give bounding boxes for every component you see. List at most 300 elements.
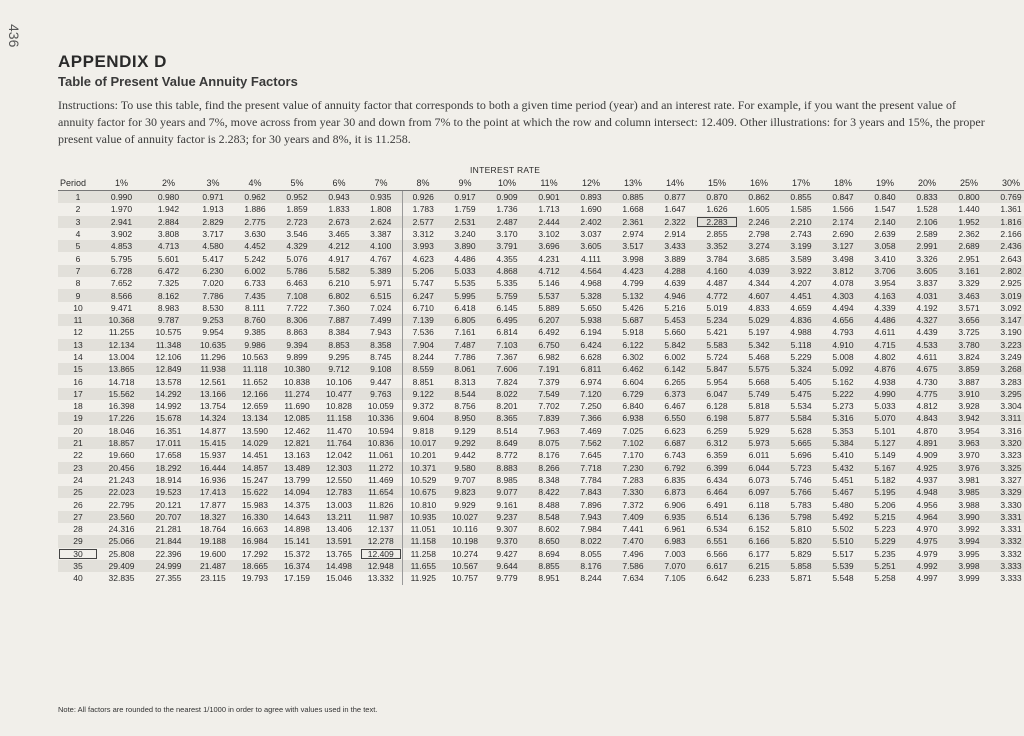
factor-cell: 6.733 [234,277,276,289]
factor-cell: 5.665 [780,437,822,449]
factor-cell: 7.984 [570,523,612,535]
factor-cell: 11.654 [360,486,402,498]
factor-cell: 6.233 [738,572,780,584]
factor-cell: 4.812 [906,400,948,412]
factor-cell: 9.580 [444,462,486,474]
factor-cell: 7.360 [318,302,360,314]
factor-cell: 7.784 [570,474,612,486]
factor-cell: 3.605 [570,240,612,252]
factor-cell: 3.995 [948,548,990,560]
factor-cell: 4.853 [98,240,145,252]
factor-cell: 3.922 [780,265,822,277]
factor-cell: 2.673 [318,216,360,228]
factor-cell: 23.560 [98,511,145,523]
factor-cell: 8.075 [528,437,570,449]
factor-cell: 2.991 [906,240,948,252]
factor-cell: 2.322 [654,216,696,228]
factor-cell: 5.810 [780,523,822,535]
period-cell: 7 [58,265,98,277]
factor-cell: 6.177 [738,548,780,560]
factor-cell: 1.605 [738,203,780,215]
factor-cell: 6.265 [654,375,696,387]
rate-column-header: 19% [864,176,906,191]
interest-rate-header: INTEREST RATE [470,165,541,175]
rate-column-header: 13% [612,176,654,191]
factor-cell: 8.358 [360,339,402,351]
factor-cell: 5.417 [192,252,234,264]
factor-cell: 9.161 [486,498,528,510]
factor-cell: 9.471 [98,302,145,314]
factor-cell: 1.859 [276,203,318,215]
factor-cell: 2.690 [822,228,864,240]
factor-cell: 3.037 [570,228,612,240]
factor-cell: 1.816 [990,216,1024,228]
table-row [58,191,1024,204]
factor-cell: 5.971 [360,277,402,289]
factor-cell: 3.329 [948,277,990,289]
factor-cell: 9.307 [486,523,528,535]
factor-cell: 3.092 [990,302,1024,314]
factor-cell: 5.480 [822,498,864,510]
factor-cell: 11.470 [318,425,360,437]
factor-cell: 20.707 [145,511,192,523]
factor-cell: 10.575 [145,326,192,338]
factor-cell: 6.198 [696,412,738,424]
factor-cell: 5.650 [570,302,612,314]
factor-cell: 3.304 [990,400,1024,412]
factor-cell: 3.970 [948,449,990,461]
factor-cell: 2.829 [192,216,234,228]
factor-cell: 6.814 [486,326,528,338]
factor-cell: 7.103 [486,339,528,351]
factor-cell: 8.950 [444,412,486,424]
factor-cell: 5.766 [780,486,822,498]
factor-cell: 5.029 [738,314,780,326]
factor-cell: 12.783 [318,486,360,498]
factor-cell: 5.384 [822,437,864,449]
factor-cell: 4.799 [612,277,654,289]
factor-cell: 3.161 [948,265,990,277]
factor-cell: 6.729 [612,388,654,400]
factor-cell: 4.938 [864,375,906,387]
factor-cell: 9.899 [276,351,318,363]
factor-cell: 1.942 [145,203,192,215]
factor-cell: 6.207 [528,314,570,326]
factor-cell: 8.602 [528,523,570,535]
factor-cell: 9.929 [444,498,486,510]
factor-cell: 6.873 [654,486,696,498]
factor-cell: 10.838 [276,375,318,387]
factor-cell: 7.652 [98,277,145,289]
factor-cell: 7.943 [570,511,612,523]
factor-cell: 6.142 [654,363,696,375]
factor-cell: 10.828 [318,400,360,412]
factor-cell: 4.111 [570,252,612,264]
factor-cell: 3.240 [444,228,486,240]
factor-cell: 29.409 [98,560,145,572]
factor-cell: 4.486 [864,314,906,326]
factor-cell: 6.805 [444,314,486,326]
factor-cell: 7.250 [570,400,612,412]
factor-cell: 5.871 [780,572,822,584]
table-row [58,400,1024,412]
factor-cell: 2.444 [528,216,570,228]
factor-cell: 8.055 [570,548,612,560]
factor-cell: 8.514 [486,425,528,437]
factor-cell: 5.889 [528,302,570,314]
factor-cell: 2.283 [696,216,738,228]
factor-cell: 9.122 [402,388,444,400]
period-cell: 6 [58,252,98,264]
factor-cell: 12.106 [145,351,192,363]
table-body [58,191,1024,585]
factor-cell: 9.442 [444,449,486,461]
factor-cell: 7.379 [528,375,570,387]
factor-cell: 18.665 [234,560,276,572]
factor-cell: 5.795 [98,252,145,264]
factor-cell: 3.326 [906,252,948,264]
factor-cell: 8.201 [486,400,528,412]
factor-cell: 4.288 [654,265,696,277]
factor-cell: 4.656 [822,314,864,326]
factor-cell: 6.982 [528,351,570,363]
factor-cell: 4.979 [906,548,948,560]
factor-cell: 4.990 [864,388,906,400]
factor-cell: 9.385 [234,326,276,338]
factor-cell: 13.489 [276,462,318,474]
factor-cell: 7.963 [528,425,570,437]
factor-cell: 3.992 [948,523,990,535]
period-cell: 40 [58,572,98,584]
factor-cell: 0.990 [98,191,145,204]
factor-cell: 4.925 [906,462,948,474]
factor-cell: 12.085 [276,412,318,424]
factor-cell: 17.413 [192,486,234,498]
factor-cell: 12.550 [318,474,360,486]
factor-cell: 11.255 [98,326,145,338]
factor-cell: 8.694 [528,548,570,560]
factor-cell: 13.004 [98,351,145,363]
factor-cell: 13.590 [234,425,276,437]
factor-cell: 5.215 [864,511,906,523]
factor-cell: 2.140 [864,216,906,228]
factor-cell: 14.324 [192,412,234,424]
factor-cell: 6.011 [738,449,780,461]
factor-cell: 5.583 [696,339,738,351]
table-row [58,289,1024,301]
factor-cell: 9.986 [234,339,276,351]
factor-cell: 15.937 [192,449,234,461]
factor-cell: 3.999 [948,572,990,584]
factor-cell: 9.108 [360,363,402,375]
factor-cell: 2.246 [738,216,780,228]
factor-cell: 2.798 [738,228,780,240]
factor-cell: 3.311 [990,412,1024,424]
factor-cell: 7.161 [444,326,486,338]
factor-cell: 2.743 [780,228,822,240]
factor-cell: 1.547 [864,203,906,215]
factor-cell: 24.316 [98,523,145,535]
factor-cell: 4.487 [696,277,738,289]
factor-cell: 3.630 [234,228,276,240]
period-cell: 18 [58,400,98,412]
factor-cell: 9.370 [486,535,528,547]
table-row [58,326,1024,338]
factor-cell: 6.424 [570,339,612,351]
factor-cell: 9.237 [486,511,528,523]
factor-cell: 4.607 [738,289,780,301]
factor-cell: 3.058 [864,240,906,252]
factor-cell: 9.644 [486,560,528,572]
factor-cell: 3.352 [696,240,738,252]
factor-cell: 8.853 [318,339,360,351]
factor-cell: 2.925 [990,277,1024,289]
factor-cell: 5.149 [864,449,906,461]
factor-cell: 2.624 [360,216,402,228]
factor-cell: 11.274 [276,388,318,400]
factor-cell: 6.002 [234,265,276,277]
table-row [58,548,1024,560]
factor-cell: 5.206 [402,265,444,277]
factor-cell: 10.059 [360,400,402,412]
factor-cell: 7.139 [402,314,444,326]
table-row [58,388,1024,400]
factor-cell: 4.207 [780,277,822,289]
factor-cell: 0.862 [738,191,780,204]
factor-cell: 11.690 [276,400,318,412]
factor-cell: 6.974 [570,375,612,387]
table-row [58,474,1024,486]
annuity-factor-table [58,176,1024,585]
factor-cell: 5.019 [696,302,738,314]
factor-cell: 9.763 [360,388,402,400]
factor-cell: 5.127 [864,437,906,449]
factor-cell: 13.163 [276,449,318,461]
factor-cell: 18.764 [192,523,234,535]
rate-column-header: 14% [654,176,696,191]
factor-cell: 6.604 [612,375,654,387]
factor-cell: 15.983 [234,498,276,510]
factor-cell: 8.756 [444,400,486,412]
factor-cell: 3.465 [318,228,360,240]
rate-column-header: 11% [528,176,570,191]
factor-cell: 4.772 [696,289,738,301]
factor-cell: 4.997 [906,572,948,584]
factor-cell: 1.833 [318,203,360,215]
factor-cell: 8.022 [486,388,528,400]
factor-cell: 1.626 [696,203,738,215]
factor-cell: 2.941 [98,216,145,228]
factor-cell: 12.561 [192,375,234,387]
factor-cell: 3.890 [444,240,486,252]
factor-cell: 4.946 [654,289,696,301]
factor-cell: 16.351 [145,425,192,437]
factor-cell: 5.234 [696,314,738,326]
factor-cell: 2.639 [864,228,906,240]
factor-cell: 8.544 [444,388,486,400]
factor-cell: 6.728 [98,265,145,277]
factor-cell: 5.660 [654,326,696,338]
factor-cell: 4.078 [822,277,864,289]
factor-cell: 5.222 [822,388,864,400]
factor-cell: 5.092 [822,363,864,375]
table-row [58,216,1024,228]
factor-cell: 16.398 [98,400,145,412]
factor-cell: 4.715 [864,339,906,351]
rate-column-header: 2% [145,176,192,191]
factor-cell: 5.197 [738,326,780,338]
factor-cell: 6.467 [654,400,696,412]
factor-cell: 2.174 [822,216,864,228]
rate-column-header: 3% [192,176,234,191]
factor-cell: 13.332 [360,572,402,584]
factor-cell: 9.707 [444,474,486,486]
factor-cell: 16.374 [276,560,318,572]
factor-cell: 6.312 [696,437,738,449]
period-cell: 4 [58,228,98,240]
factor-cell: 0.935 [360,191,402,204]
factor-cell: 22.795 [98,498,145,510]
factor-cell: 6.002 [654,351,696,363]
factor-cell: 7.102 [612,437,654,449]
factor-cell: 7.441 [612,523,654,535]
factor-cell: 2.974 [612,228,654,240]
factor-cell: 27.355 [145,572,192,584]
factor-cell: 4.868 [486,265,528,277]
factor-cell: 3.331 [990,523,1024,535]
factor-cell: 5.517 [822,548,864,560]
factor-cell: 4.329 [276,240,318,252]
factor-cell: 4.802 [864,351,906,363]
period-cell: 21 [58,437,98,449]
rate-column-header: 20% [906,176,948,191]
factor-cell: 7.824 [486,375,528,387]
factor-cell: 4.451 [780,289,822,301]
factor-cell: 2.643 [990,252,1024,264]
factor-cell: 3.333 [990,572,1024,584]
factor-cell: 4.992 [906,560,948,572]
factor-cell: 5.475 [780,388,822,400]
factor-cell: 11.987 [360,511,402,523]
factor-cell: 1.759 [444,203,486,215]
table-row [58,425,1024,437]
rate-column-header: 7% [360,176,402,191]
factor-cell: 3.954 [948,425,990,437]
factor-cell: 7.634 [612,572,654,584]
factor-cell: 3.498 [822,252,864,264]
factor-cell: 4.767 [360,252,402,264]
factor-cell: 21.844 [145,535,192,547]
factor-cell: 4.212 [318,240,360,252]
factor-cell: 2.362 [948,228,990,240]
factor-cell: 1.970 [98,203,145,215]
factor-cell: 10.336 [360,412,402,424]
factor-cell: 4.494 [822,302,864,314]
factor-cell: 5.273 [822,400,864,412]
table-row [58,351,1024,363]
factor-cell: 5.938 [570,314,612,326]
factor-cell: 1.566 [822,203,864,215]
factor-cell: 21.243 [98,474,145,486]
factor-cell: 11.938 [192,363,234,375]
factor-cell: 2.577 [402,216,444,228]
factor-cell: 10.594 [360,425,402,437]
factor-cell: 6.373 [654,388,696,400]
table-row [58,277,1024,289]
factor-cell: 6.802 [318,289,360,301]
factor-cell: 2.723 [276,216,318,228]
factor-cell: 8.650 [528,535,570,547]
factor-cell: 12.042 [318,449,360,461]
factor-cell: 5.316 [822,412,864,424]
period-cell: 2 [58,203,98,215]
rate-column-header: 12% [570,176,612,191]
factor-cell: 8.313 [444,375,486,387]
table-row [58,339,1024,351]
factor-cell: 22.023 [98,486,145,498]
factor-cell: 9.954 [192,326,234,338]
factor-cell: 4.833 [738,302,780,314]
factor-cell: 6.464 [696,486,738,498]
factor-cell: 6.097 [738,486,780,498]
factor-cell: 16.663 [234,523,276,535]
factor-cell: 18.914 [145,474,192,486]
factor-cell: 12.409 [360,548,402,560]
factor-cell: 6.210 [318,277,360,289]
factor-cell: 11.258 [402,548,444,560]
factor-cell: 12.137 [360,523,402,535]
factor-cell: 12.134 [98,339,145,351]
factor-cell: 14.094 [276,486,318,498]
factor-cell: 4.876 [864,363,906,375]
factor-cell: 17.658 [145,449,192,461]
factor-cell: 1.713 [528,203,570,215]
factor-cell: 7.722 [276,302,318,314]
factor-cell: 0.901 [528,191,570,204]
factor-cell: 5.668 [738,375,780,387]
rate-column-header: 30% [990,176,1024,191]
factor-cell: 6.215 [738,560,780,572]
factor-cell: 11.348 [145,339,192,351]
factor-cell: 3.433 [654,240,696,252]
factor-cell: 7.718 [570,462,612,474]
factor-cell: 6.840 [612,400,654,412]
factor-cell: 7.487 [444,339,486,351]
period-cell: 13 [58,339,98,351]
factor-cell: 13.578 [145,375,192,387]
factor-cell: 32.835 [98,572,145,584]
factor-cell: 4.988 [780,326,822,338]
factor-cell: 5.746 [780,474,822,486]
factor-cell: 1.808 [360,203,402,215]
factor-cell: 3.859 [948,363,990,375]
period-cell: 19 [58,412,98,424]
factor-cell: 1.647 [654,203,696,215]
factor-cell: 5.389 [360,265,402,277]
factor-cell: 6.122 [612,339,654,351]
factor-cell: 3.656 [948,314,990,326]
factor-cell: 8.244 [402,351,444,363]
factor-cell: 4.956 [906,498,948,510]
factor-cell: 3.320 [990,437,1024,449]
table-row [58,314,1024,326]
factor-cell: 4.730 [906,375,948,387]
factor-cell: 6.906 [654,498,696,510]
factor-cell: 8.851 [402,375,444,387]
factor-cell: 5.492 [822,511,864,523]
factor-cell: 3.910 [948,388,990,400]
period-cell: 14 [58,351,98,363]
